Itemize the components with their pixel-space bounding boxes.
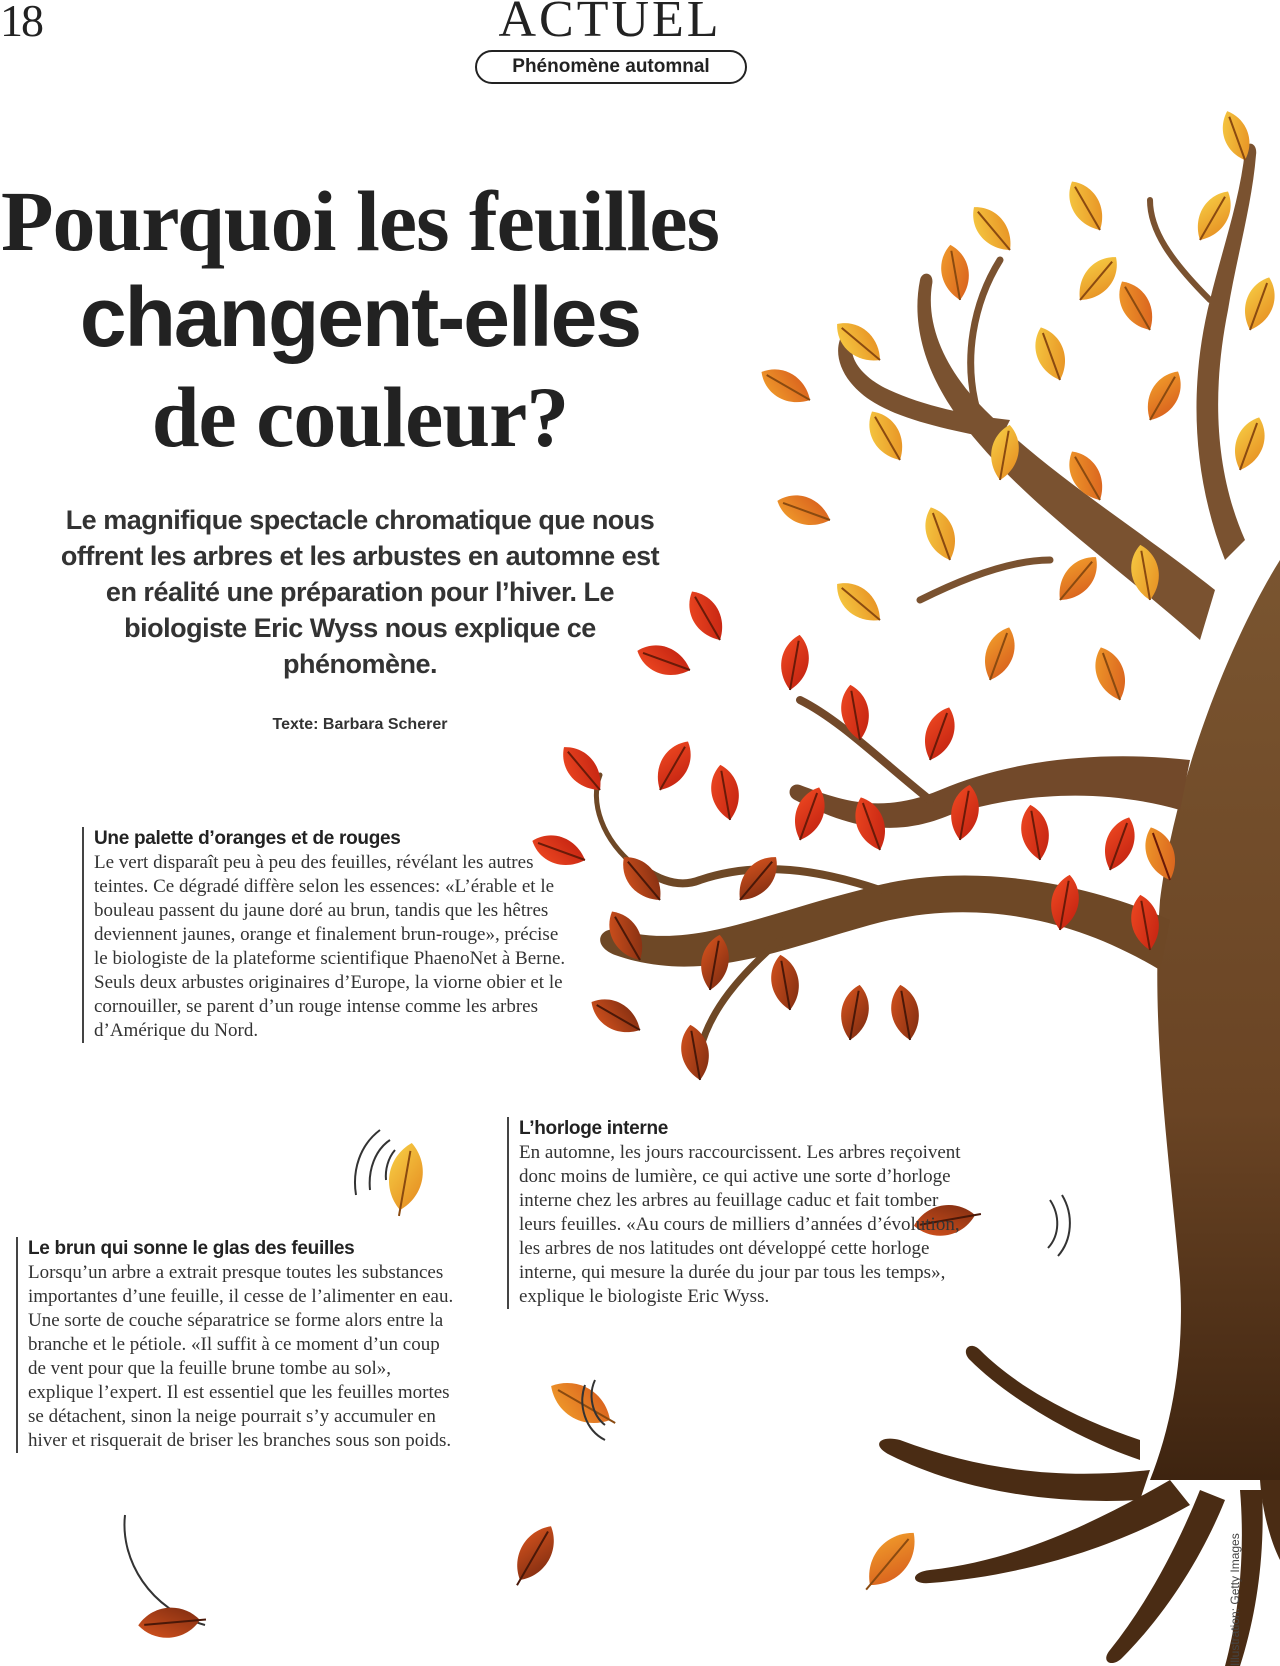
headline-line-3: de couleur? — [151, 369, 569, 465]
article-section-palette — [82, 827, 574, 1043]
falling-leaf — [854, 1522, 927, 1600]
leaf-red — [917, 703, 962, 765]
section-heading: Le brun qui sonne le glas des feuilles — [28, 1238, 355, 1259]
leaf-red — [777, 633, 813, 693]
kicker-badge: Phénomène automnal — [475, 50, 747, 84]
leaf-yellow — [1060, 175, 1111, 237]
headline — [0, 175, 720, 467]
leaf-red — [707, 763, 743, 823]
leaf-red — [554, 738, 611, 798]
leaf-yellow — [1028, 323, 1073, 385]
byline: Texte: Barbara Scherer — [272, 716, 448, 733]
leaf-red — [1097, 813, 1142, 875]
leaf-yellow — [964, 198, 1021, 258]
leaf-yellow — [773, 488, 835, 533]
illustration-credit: Illustration: Getty Images — [1228, 1533, 1242, 1666]
section-body: Le vert disparaît peu à peu des feuilles, révélant les autres teintes. Ce dégradé diffère selon les essences: «L’érable et le bouleau passent du jaune doré au brun, tandis que les hêtres deviennent jaunes, orange et finalement brun-rouge», précise le biologiste de la plateforme scientifique PhaenoNet à Berne. Seuls deux arbustes originaires d’Europe, la viorne obier et le cornouiller, se parent d’un rouge intense comme les arbres d’Amérique du Nord. — [94, 852, 566, 1041]
leaf-brown — [585, 990, 647, 1041]
leaf-red — [730, 848, 787, 908]
leaf-yellow — [937, 243, 973, 303]
leaf-yellow — [1070, 248, 1127, 308]
leaf-yellow — [1237, 273, 1280, 335]
page-number: 18 — [0, 0, 42, 46]
section-body: En automne, les jours raccourcissent. Les arbres reçoivent donc moins de lumière, ce qui active une sorte d’horloge interne chez les arbres au feuillage caduc et fait tomber leurs feuilles. «Au cours de milliers d’années d’évolution, les arbres de nos latitudes ont développé cette horloge interne, qui mesure la durée du jour par tous les temps», explique le biologiste Eric Wyss. — [519, 1142, 961, 1307]
leaf-yellow — [918, 503, 963, 565]
article-section-clock — [507, 1117, 979, 1309]
leaf-yellow — [1110, 275, 1161, 337]
headline-line-1: Pourquoi les feuilles — [0, 173, 720, 269]
falling-leaf — [137, 1605, 207, 1641]
leaf-red — [680, 585, 731, 647]
section-title: ACTUEL — [498, 0, 722, 48]
leaf-brown — [887, 983, 923, 1043]
leaf-red — [648, 735, 699, 797]
falling-leaf — [504, 1519, 564, 1593]
leaf-red — [837, 683, 873, 743]
falling-leaf — [383, 1140, 428, 1219]
section-heading: L’horloge interne — [519, 1118, 669, 1139]
section-heading: Une palette d’oranges et de rouges — [94, 828, 401, 849]
leaf-red — [1017, 803, 1053, 863]
leaf-yellow — [1138, 365, 1189, 427]
section-body: Lorsqu’un arbre a extrait presque toutes les substances importantes d’une feuille, il cesse de l’alimenter en eau. Une sorte de couche séparatrice se forme alors entre la branche et le pétiole. «Il suffit à ce moment d’un coup de vent pour que la feuille brune tombe au sol», explique l’expert. Il est essentiel que les feuilles mortes se détachent, sinon la neige pourrait s’y accumuler en hiver et risquerait de briser les branches sous son poids. — [28, 1262, 454, 1451]
leaf-yellow — [1088, 643, 1133, 705]
article-section-brown — [16, 1237, 458, 1453]
leaf-brown — [837, 983, 873, 1043]
leaf-brown — [767, 953, 803, 1013]
leaf-yellow — [755, 360, 817, 411]
lead-paragraph: Le magnifique spectacle chromatique que nous offrent les arbres et les arbustes en automne est en réalité une préparation pour l’hiver. Le biologiste Eric Wyss nous explique ce phénomène. — [60, 505, 660, 679]
leaf-yellow — [828, 314, 888, 371]
leaf-yellow — [1050, 548, 1107, 608]
leaf-yellow — [1227, 413, 1272, 475]
leaf-yellow — [828, 574, 888, 631]
headline-line-2: changent-elles — [79, 270, 641, 364]
leaf-yellow — [977, 623, 1022, 685]
